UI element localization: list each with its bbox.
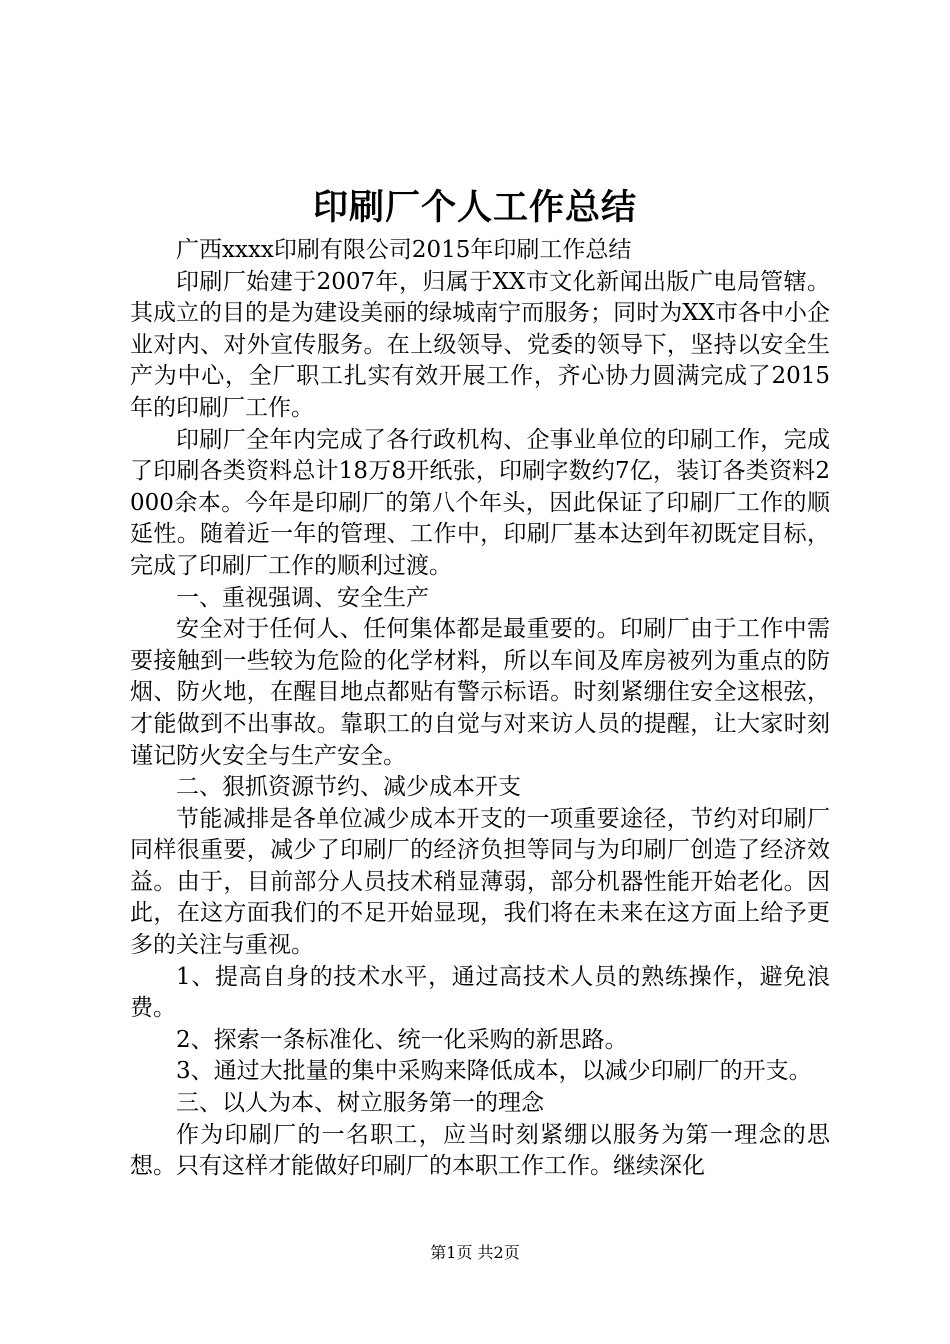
page-footer: 第1页 共2页 <box>430 1243 520 1262</box>
section-heading-1: 一、重视强调、安全生产 <box>176 584 429 611</box>
list-item-3: 3、通过大批量的集中采购来降低成本，以减少印刷厂的开支。 <box>176 1058 812 1085</box>
list-item-1: 1、提高自身的技术水平，通过高技术人员的熟练操作，避免浪费。 <box>130 963 830 1022</box>
section-heading-3: 三、以人为本、树立服务第一的理念 <box>176 1090 544 1117</box>
document-body <box>130 235 830 1183</box>
list-item-2: 2、探索一条标准化、统一化采购的新思路。 <box>176 1026 628 1053</box>
paragraph-energy: 节能减排是各单位减少成本开支的一项重要途径，节约对印刷厂同样很重要，减少了印刷厂的经济负担等同与为印刷厂创造了经济效益。由于，目前部分人员技术稍显薄弱，部分机器性能开始老化。因此，在这方面我们的不足开始显现，我们将在未来在这方面上给予更多的关注与重视。 <box>130 805 830 959</box>
paragraph-safety: 安全对于任何人、任何集体都是最重要的。印刷厂由于工作中需要接触到一些较为危险的化学材料，所以车间及库房被列为重点的防烟、防火地，在醒目地点都贴有警示标语。时刻紧绷住安全这根弦，才能做到不出事故。靠职工的自觉与对来访人员的提醒，让大家时刻谨记防火安全与生产安全。 <box>130 616 830 769</box>
paragraph-service: 作为印刷厂的一名职工，应当时刻紧绷以服务为第一理念的思想。只有这样才能做好印刷厂的本职工作工作。继续深化 <box>130 1121 830 1180</box>
paragraph-summary: 印刷厂全年内完成了各行政机构、企事业单位的印刷工作，完成了印刷各类资料总计18万8开纸张，印刷字数约7亿，装订各类资料2000余本。今年是印刷厂的第八个年头，因此保证了印刷厂工作的顺延性。随着近一年的管理、工作中，印刷厂基本达到年初既定目标，完成了印刷厂工作的顺利过渡。 <box>130 426 830 579</box>
section-heading-2: 二、狠抓资源节约、减少成本开支 <box>176 774 521 801</box>
paragraph-subtitle: 广西xxxx印刷有限公司2015年印刷工作总结 <box>176 237 632 263</box>
document-title: 印刷厂个人工作总结 <box>312 187 637 228</box>
paragraph-intro: 印刷厂始建于2007年，归属于XX市文化新闻出版广电局管辖。其成立的目的是为建设美丽的绿城南宁而服务；同时为XX市各中小企业对内、对外宣传服务。在上级领导、党委的领导下，坚持以安全生产为中心，全厂职工扎实有效开展工作，齐心协力圆满完成了2015年的印刷厂工作。 <box>130 268 830 421</box>
